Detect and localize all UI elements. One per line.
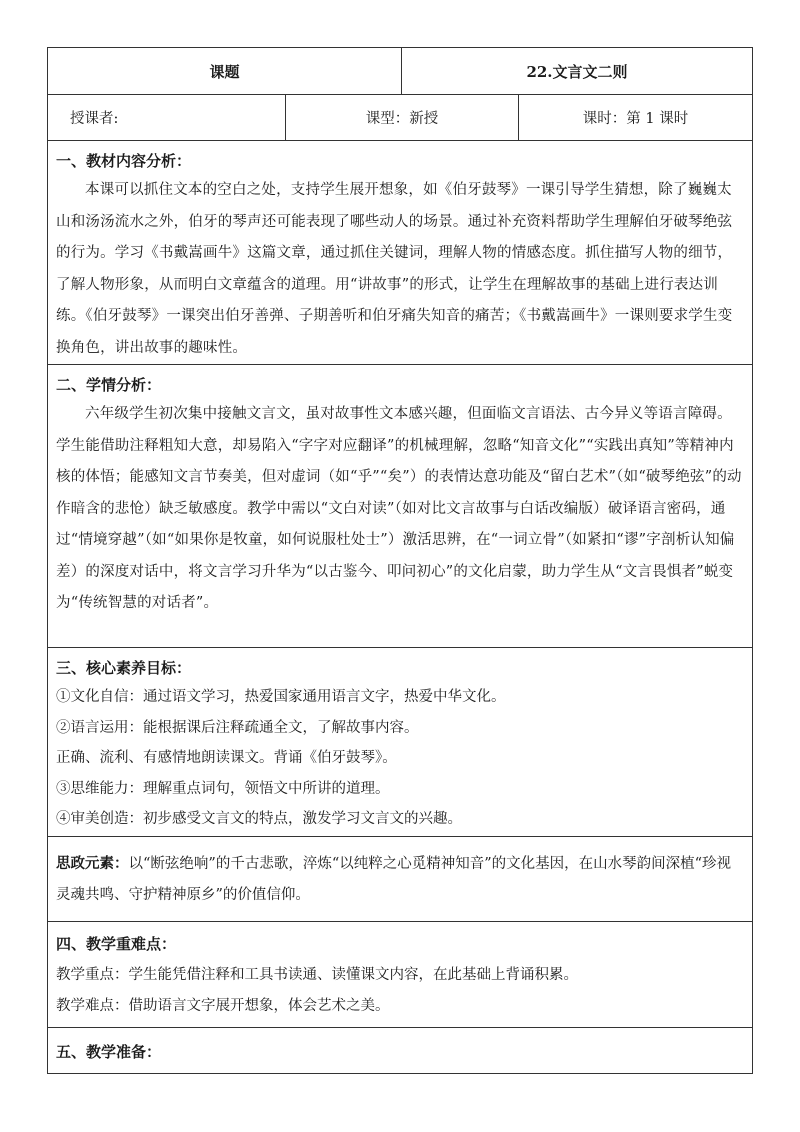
- subject-label: 课题: [209, 62, 240, 81]
- goal-item: ③思维能力：理解重点词句，领悟文中所讲的道理。: [56, 780, 390, 797]
- lesson-type-cell: 课型：新授: [285, 95, 518, 140]
- keypoint-item: 教学难点：借助语言文字展开想象，体会艺术之美。: [56, 997, 390, 1014]
- section-analysis: [47, 141, 753, 365]
- section-text: 六年级学生初次集中接触文言文，虽对故事性文本感兴趣，但面临文言语法、古今异义等语言障碍。学生能借助注释粗知大意，却易陷入“字字对应翻译”的机械理解，忽略“知音文化”“实践出真知”等精神内核的体悟；能感知文言节奏美，但对虚词（如“乎”“矣”）的表情达意功能及“留白艺术”（如“破琴绝弦”的动作暗含的悲怆）缺乏敏感度。教学中需以“文白对读”（如对比文言故事与白话改编版）破译语言密码，通过“情境穿越”（如“如果你是牧童，如何说服杜处士”）激活思辨，在“一词立骨”（如紧扣“谬”字剖析认知偏差）的深度对话中，将文言学习升华为“以古鉴今、叩问初心”的文化启蒙，助力学生从“文言畏惧者”蜕变为“传统智慧的对话者”。: [56, 406, 742, 611]
- section-title: 三、核心素养目标：: [56, 659, 192, 677]
- section-title: 一、教材内容分析：: [56, 152, 192, 170]
- section-title: 四、教学重难点：: [56, 935, 177, 953]
- section-title: 二、学情分析：: [56, 376, 162, 394]
- section-text: 以“断弦绝响”的千古悲歌，淬炼“以纯粹之心觅精神知音”的文化基因，在山水琴韵间深植“珍视灵魂共鸣、守护精神原乡”的价值信仰。: [56, 856, 732, 903]
- section-title: 思政元素：: [56, 855, 129, 872]
- keypoint-item: 教学重点：学生能凭借注释和工具书读通、读懂课文内容，在此基础上背诵积累。: [56, 967, 578, 983]
- goal-item: 正确、流利、有感情地朗读课文。背诵《伯牙鼓琴》。: [56, 750, 397, 766]
- section-goals: [47, 648, 753, 837]
- section-ideology: [47, 837, 753, 922]
- meta-row: [47, 95, 753, 141]
- teacher-cell: 授课者:: [70, 111, 119, 127]
- section-text: 本课可以抓住文本的空白之处，支持学生展开想象，如《伯牙鼓琴》一课引导学生猜想，除了巍巍太山和汤汤流水之外，伯牙的琴声还可能表现了哪些动人的场景。通过补充资料帮助学生理解伯牙破琴绝弦的行为。学习《书戴嵩画牛》这篇文章，通过抓住关键词，理解人物的情感态度。抓住描写人物的细节，了解人物形象，从而明白文章蕴含的道理。用“讲故事”的形式，让学生在理解故事的基础上进行表达训练。《伯牙鼓琴》一课突出伯牙善弹、子期善听和伯牙痛失知音的痛苦；《书戴嵩画牛》一课则要求学生变换角色，讲出故事的趣味性。: [56, 182, 733, 356]
- section-title: 五、教学准备：: [56, 1043, 162, 1061]
- goal-item: ②语言运用：能根据课后注释疏通全文，了解故事内容。: [56, 719, 419, 736]
- period-cell: 课时：第 1 课时: [518, 95, 752, 140]
- lesson-title: 22.文言文二则: [401, 48, 752, 94]
- header-row: [47, 47, 753, 95]
- goal-item: ①文化自信：通过语文学习，热爱国家通用语言文字，热爱中华文化。: [56, 689, 506, 705]
- section-students: [47, 365, 753, 648]
- lesson-plan-table: [47, 47, 753, 1074]
- section-prep: [47, 1028, 753, 1074]
- goal-item: ④审美创造：初步感受文言文的特点，激发学习文言文的兴趣。: [56, 811, 462, 827]
- section-keypoints: [47, 922, 753, 1028]
- ideology-paragraph: [56, 849, 744, 910]
